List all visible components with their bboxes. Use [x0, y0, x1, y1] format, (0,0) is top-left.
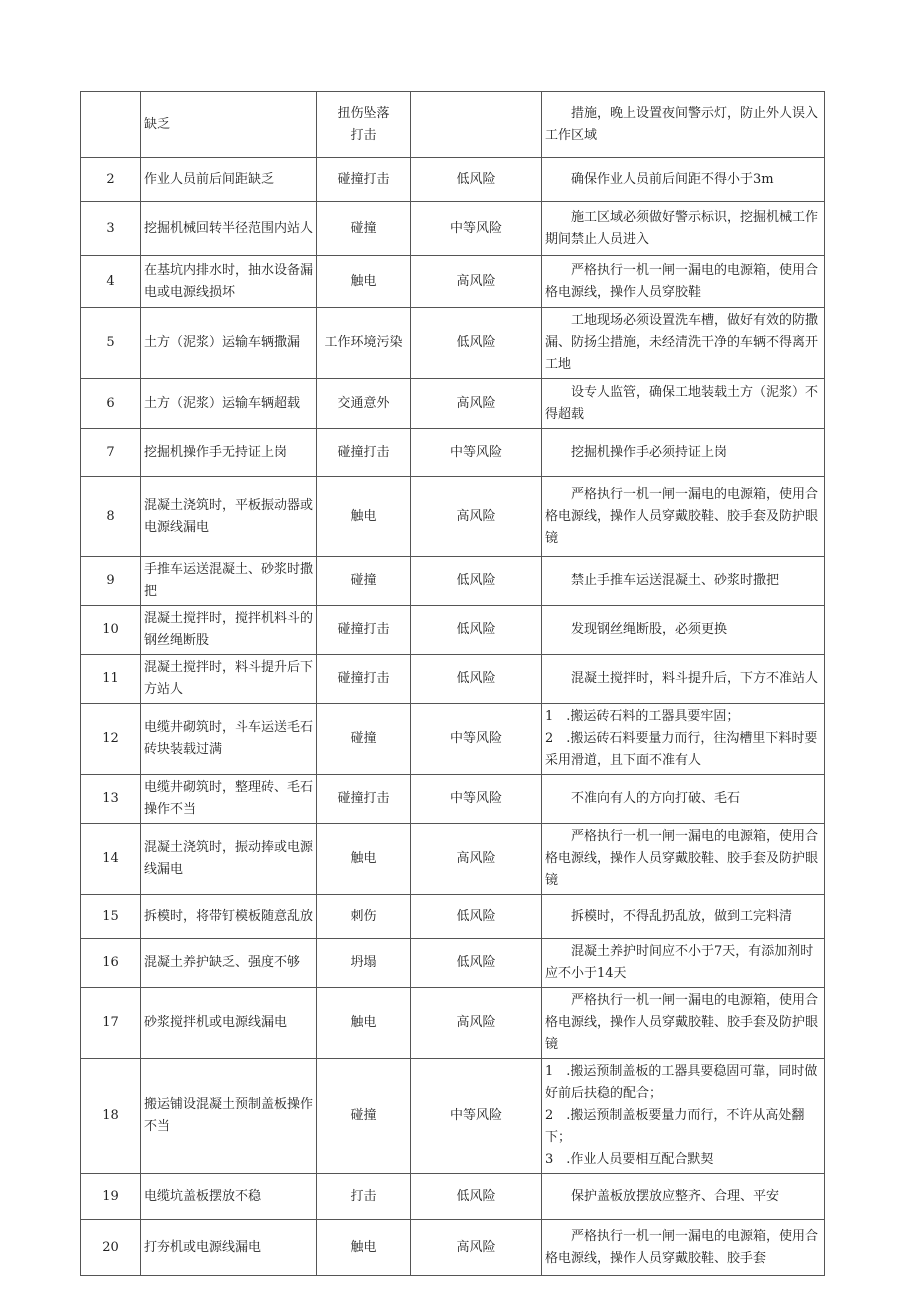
measure-cell: 严格执行一机一闸一漏电的电源箱，使用合格电源线，操作人员穿胶鞋	[542, 256, 825, 308]
table-row	[81, 895, 825, 939]
hazard-cell: 砂浆搅拌机或电源线漏电	[141, 988, 317, 1059]
hazard-cell: 土方（泥浆）运输车辆超载	[141, 379, 317, 429]
measure-cell: 保护盖板放摆放应整齐、合理、平安	[542, 1174, 825, 1220]
consequence-cell: 触电	[317, 1220, 411, 1276]
hazard-cell: 电缆井砌筑时，整理砖、毛石操作不当	[141, 775, 317, 824]
hazard-cell: 在基坑内排水时，抽水设备漏电或电源线损坏	[141, 256, 317, 308]
hazard-cell: 打夯机或电源线漏电	[141, 1220, 317, 1276]
risk-level-cell: 高风险	[411, 824, 542, 895]
row-number: 20	[81, 1220, 141, 1276]
hazard-cell: 挖掘机械回转半径范围内站人	[141, 202, 317, 256]
table-row	[81, 1059, 825, 1174]
consequence-cell: 触电	[317, 988, 411, 1059]
row-number: 13	[81, 775, 141, 824]
table-row	[81, 1220, 825, 1276]
consequence-cell: 碰撞打击	[317, 606, 411, 655]
row-number: 18	[81, 1059, 141, 1174]
hazard-cell: 混凝土养护缺乏、强度不够	[141, 939, 317, 988]
table-row	[81, 308, 825, 379]
table-row	[81, 606, 825, 655]
hazard-cell: 电缆坑盖板摆放不稳	[141, 1174, 317, 1220]
row-number: 17	[81, 988, 141, 1059]
row-number: 4	[81, 256, 141, 308]
hazard-cell: 缺乏	[141, 92, 317, 158]
table-row	[81, 988, 825, 1059]
measure-cell: 确保作业人员前后间距不得小于3m	[542, 158, 825, 202]
consequence-cell: 触电	[317, 477, 411, 557]
hazard-cell: 手推车运送混凝土、砂浆时撒把	[141, 557, 317, 606]
table-row	[81, 939, 825, 988]
risk-level-cell: 低风险	[411, 655, 542, 704]
table-row	[81, 256, 825, 308]
risk-level-cell: 中等风险	[411, 429, 542, 477]
hazard-cell: 作业人员前后间距缺乏	[141, 158, 317, 202]
table-row	[81, 158, 825, 202]
consequence-cell: 碰撞	[317, 557, 411, 606]
hazard-cell: 电缆井砌筑时，斗车运送毛石砖块装载过满	[141, 704, 317, 775]
consequence-cell: 刺伤	[317, 895, 411, 939]
consequence-cell: 碰撞	[317, 202, 411, 256]
risk-level-cell: 中等风险	[411, 775, 542, 824]
risk-level-cell: 中等风险	[411, 1059, 542, 1174]
row-number: 7	[81, 429, 141, 477]
hazard-cell: 土方（泥浆）运输车辆撒漏	[141, 308, 317, 379]
measure-cell: 发现钢丝绳断股，必须更换	[542, 606, 825, 655]
measure-cell: 混凝土搅拌时，料斗提升后，下方不准站人	[542, 655, 825, 704]
consequence-cell: 碰撞打击	[317, 655, 411, 704]
measure-cell: 措施，晚上设置夜间警示灯，防止外人误入工作区域	[542, 92, 825, 158]
row-number: 16	[81, 939, 141, 988]
risk-level-cell: 低风险	[411, 1174, 542, 1220]
risk-level-cell: 低风险	[411, 158, 542, 202]
risk-level-cell: 低风险	[411, 557, 542, 606]
row-number: 19	[81, 1174, 141, 1220]
measure-cell: 混凝土养护时间应不小于7天，有添加剂时应不小于14天	[542, 939, 825, 988]
consequence-cell: 打击	[317, 1174, 411, 1220]
row-number: 6	[81, 379, 141, 429]
table-row	[81, 775, 825, 824]
table-row	[81, 379, 825, 429]
risk-level-cell: 低风险	[411, 308, 542, 379]
risk-level-cell: 中等风险	[411, 202, 542, 256]
measure-cell: 设专人监管，确保工地装载土方（泥浆）不得超载	[542, 379, 825, 429]
risk-level-cell: 高风险	[411, 1220, 542, 1276]
table-row	[81, 704, 825, 775]
table-row	[81, 557, 825, 606]
measure-cell: 1 .搬运预制盖板的工器具要稳固可靠，同时做好前后扶稳的配合； 2 .搬运预制盖板要量力而行，不许从高处翻下； 3 .作业人员要相互配合默契	[542, 1059, 825, 1174]
hazard-cell: 挖掘机操作手无持证上岗	[141, 429, 317, 477]
risk-level-cell: 低风险	[411, 895, 542, 939]
row-number: 12	[81, 704, 141, 775]
row-number: 14	[81, 824, 141, 895]
hazard-cell: 混凝土搅拌时，料斗提升后下方站人	[141, 655, 317, 704]
measure-cell: 1 .搬运砖石料的工器具要牢固； 2 .搬运砖石料要量力而行，往沟槽里下料时要采用滑道，且下面不准有人	[542, 704, 825, 775]
consequence-cell: 坍塌	[317, 939, 411, 988]
measure-cell: 工地现场必须设置洗车槽，做好有效的防撒漏、防扬尘措施，未经清洗干净的车辆不得离开工地	[542, 308, 825, 379]
row-number: 15	[81, 895, 141, 939]
table-row	[81, 477, 825, 557]
consequence-cell: 触电	[317, 256, 411, 308]
measure-cell: 严格执行一机一闸一漏电的电源箱，使用合格电源线，操作人员穿戴胶鞋、胶手套及防护眼镜	[542, 824, 825, 895]
table-row	[81, 202, 825, 256]
consequence-cell: 碰撞打击	[317, 158, 411, 202]
risk-level-cell: 低风险	[411, 606, 542, 655]
table-row	[81, 92, 825, 158]
measure-cell: 禁止手推车运送混凝土、砂浆时撒把	[542, 557, 825, 606]
hazard-cell: 拆模时，将带钉模板随意乱放	[141, 895, 317, 939]
row-number: 2	[81, 158, 141, 202]
table-row	[81, 655, 825, 704]
measure-cell: 挖掘机操作手必须持证上岗	[542, 429, 825, 477]
row-number	[81, 92, 141, 158]
hazard-cell: 混凝土浇筑时，平板振动器或电源线漏电	[141, 477, 317, 557]
row-number: 10	[81, 606, 141, 655]
measure-cell: 严格执行一机一闸一漏电的电源箱，使用合格电源线，操作人员穿戴胶鞋、胶手套	[542, 1220, 825, 1276]
table-row	[81, 429, 825, 477]
hazard-cell: 混凝土搅拌时，搅拌机料斗的钢丝绳断股	[141, 606, 317, 655]
hazard-cell: 搬运铺设混凝土预制盖板操作不当	[141, 1059, 317, 1174]
consequence-cell: 碰撞	[317, 704, 411, 775]
table-row	[81, 824, 825, 895]
consequence-cell: 触电	[317, 824, 411, 895]
consequence-cell: 碰撞打击	[317, 775, 411, 824]
row-number: 5	[81, 308, 141, 379]
risk-level-cell	[411, 92, 542, 158]
row-number: 11	[81, 655, 141, 704]
consequence-cell: 扭伤坠落 打击	[317, 92, 411, 158]
risk-level-cell: 高风险	[411, 379, 542, 429]
row-number: 3	[81, 202, 141, 256]
risk-level-cell: 高风险	[411, 256, 542, 308]
risk-level-cell: 高风险	[411, 477, 542, 557]
consequence-cell: 碰撞	[317, 1059, 411, 1174]
measure-cell: 不准向有人的方向打破、毛石	[542, 775, 825, 824]
consequence-cell: 工作环境污染	[317, 308, 411, 379]
row-number: 9	[81, 557, 141, 606]
risk-level-cell: 低风险	[411, 939, 542, 988]
risk-table	[80, 91, 825, 1276]
risk-level-cell: 高风险	[411, 988, 542, 1059]
measure-cell: 拆模时，不得乱扔乱放，做到工完料清	[542, 895, 825, 939]
row-number: 8	[81, 477, 141, 557]
hazard-cell: 混凝土浇筑时，振动捧或电源线漏电	[141, 824, 317, 895]
consequence-cell: 碰撞打击	[317, 429, 411, 477]
measure-cell: 施工区域必须做好警示标识，挖掘机械工作期间禁止人员进入	[542, 202, 825, 256]
measure-cell: 严格执行一机一闸一漏电的电源箱，使用合格电源线，操作人员穿戴胶鞋、胶手套及防护眼镜	[542, 988, 825, 1059]
risk-level-cell: 中等风险	[411, 704, 542, 775]
measure-cell: 严格执行一机一闸一漏电的电源箱，使用合格电源线，操作人员穿戴胶鞋、胶手套及防护眼镜	[542, 477, 825, 557]
table-row	[81, 1174, 825, 1220]
consequence-cell: 交通意外	[317, 379, 411, 429]
